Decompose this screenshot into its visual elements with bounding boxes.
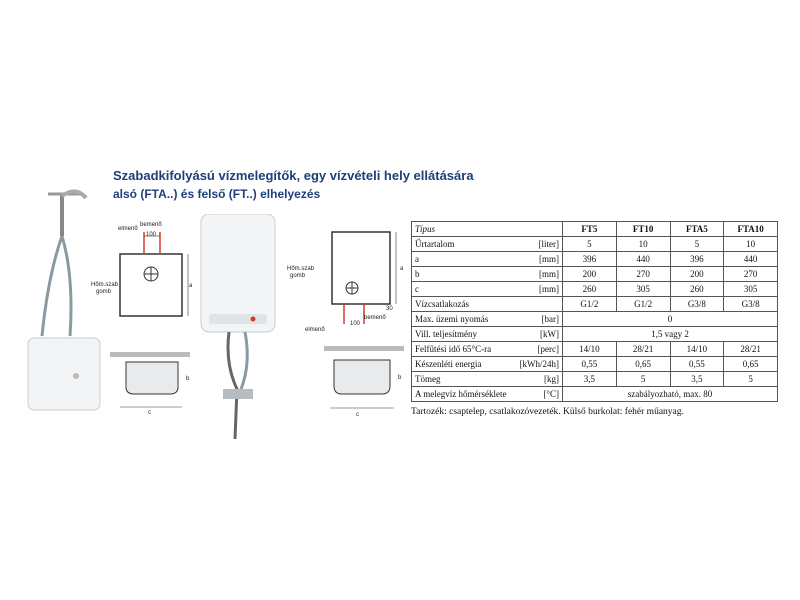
param-name: Felfűtési idő 65°C-ra <box>415 343 492 354</box>
header-model: FT5 <box>563 222 617 237</box>
param-unit: [°C] <box>543 388 559 399</box>
param-cell <box>412 387 563 402</box>
param-name: A melegvíz hőmérséklete <box>415 388 507 399</box>
table-row <box>412 327 778 342</box>
param-name: Tömeg <box>415 373 441 384</box>
value-cell: 440 <box>724 252 778 267</box>
value-cell: 10 <box>724 237 778 252</box>
value-cell: 5 <box>563 237 617 252</box>
dim-c-label-over: c <box>356 412 359 418</box>
param-cell <box>412 312 563 327</box>
accessories-note: Tartozék: csaptelep, csatlakozóvezeték. Külső burkolat: fehér műanyag. <box>411 407 684 417</box>
value-cell: 200 <box>563 267 617 282</box>
inlet-label-over: bemenő <box>364 315 386 321</box>
value-cell: 396 <box>563 252 617 267</box>
under-sink-heater-photo <box>18 176 108 416</box>
thermo-knob-label-2: gomb <box>96 289 112 295</box>
value-cell: 14/10 <box>563 342 617 357</box>
spec-table <box>411 221 778 402</box>
table-row <box>412 252 778 267</box>
param-unit: [liter] <box>538 238 559 249</box>
value-cell: 270 <box>724 267 778 282</box>
header-model: FTA10 <box>724 222 778 237</box>
value-cell: 0,65 <box>616 357 670 372</box>
param-name: Vill. teljesítmény <box>415 328 477 339</box>
outlet-label: elmenő <box>118 226 138 232</box>
dim-b-label: b <box>186 376 190 382</box>
page-subtitle: alsó (FTA..) és felső (FT..) elhelyezés <box>113 187 321 201</box>
value-cell: 5 <box>616 372 670 387</box>
table-header-row <box>412 222 778 237</box>
value-cell: 305 <box>616 282 670 297</box>
dim-100-label-over: 100 <box>350 321 361 327</box>
param-cell <box>412 327 563 342</box>
value-cell: 440 <box>616 252 670 267</box>
param-cell <box>412 252 563 267</box>
front-view-diagram-under <box>100 212 195 432</box>
value-cell: 200 <box>670 267 724 282</box>
dim-a-label: a <box>189 283 193 289</box>
param-name: a <box>415 253 419 264</box>
param-cell <box>412 372 563 387</box>
value-cell: 28/21 <box>616 342 670 357</box>
value-cell: 0,55 <box>670 357 724 372</box>
header-param: Típus <box>412 222 563 237</box>
value-cell: 14/10 <box>670 342 724 357</box>
table-row <box>412 282 778 297</box>
table-row <box>412 357 778 372</box>
table-row <box>412 267 778 282</box>
table-row <box>412 312 778 327</box>
value-cell: 0,55 <box>563 357 617 372</box>
outlet-label-over: elmenő <box>305 327 325 333</box>
param-cell <box>412 267 563 282</box>
param-unit: [kW] <box>540 328 559 339</box>
merged-value-cell: 0 <box>563 312 778 327</box>
param-cell <box>412 342 563 357</box>
dim-30-label: 30 <box>386 306 393 312</box>
value-cell: G1/2 <box>563 297 617 312</box>
table-row <box>412 372 778 387</box>
value-cell: 305 <box>724 282 778 297</box>
param-name: b <box>415 268 420 279</box>
dim-a-label-over: a <box>400 266 404 272</box>
dim-c-label: c <box>148 410 151 416</box>
table-row <box>412 297 778 312</box>
dim-b-label-over: b <box>398 375 402 381</box>
value-cell: G1/2 <box>616 297 670 312</box>
value-cell: G3/8 <box>670 297 724 312</box>
value-cell: 260 <box>670 282 724 297</box>
param-unit: [bar] <box>541 313 559 324</box>
page-title: Szabadkifolyású vízmelegítők, egy vízvételi hely ellátására <box>113 168 474 183</box>
front-view-diagram-over <box>310 220 410 435</box>
value-cell: 270 <box>616 267 670 282</box>
over-sink-heater-photo <box>195 214 280 439</box>
inlet-label: bemenő <box>140 222 162 228</box>
param-unit: [mm] <box>539 283 559 294</box>
table-row <box>412 387 778 402</box>
thermo-knob-label-over: Hőm.szab <box>287 266 315 272</box>
dim-100-label: 100 <box>146 232 157 238</box>
param-unit: [mm] <box>539 253 559 264</box>
param-cell <box>412 357 563 372</box>
value-cell: 3,5 <box>563 372 617 387</box>
param-unit: [mm] <box>539 268 559 279</box>
thermo-knob-label-over-2: gomb <box>290 273 306 279</box>
table-row <box>412 237 778 252</box>
param-name: Max. üzemi nyomás <box>415 313 489 324</box>
param-unit: [perc] <box>537 343 559 354</box>
value-cell: 396 <box>670 252 724 267</box>
value-cell: 28/21 <box>724 342 778 357</box>
param-name: c <box>415 283 419 294</box>
thermo-knob-label: Hőm.szab <box>91 282 119 288</box>
param-unit: [kg] <box>544 373 559 384</box>
param-name: Készenléti energia <box>415 358 482 369</box>
param-cell <box>412 297 563 312</box>
value-cell: 3,5 <box>670 372 724 387</box>
merged-value-cell: 1,5 vagy 2 <box>563 327 778 342</box>
value-cell: 0,65 <box>724 357 778 372</box>
param-cell <box>412 237 563 252</box>
value-cell: 5 <box>724 372 778 387</box>
value-cell: G3/8 <box>724 297 778 312</box>
merged-value-cell: szabályozható, max. 80 <box>563 387 778 402</box>
table-row <box>412 342 778 357</box>
param-name: Vízcsatlakozás <box>415 298 469 309</box>
param-cell <box>412 282 563 297</box>
value-cell: 5 <box>670 237 724 252</box>
value-cell: 260 <box>563 282 617 297</box>
param-name: Űrtartalom <box>415 238 455 249</box>
header-model: FT10 <box>616 222 670 237</box>
header-model: FTA5 <box>670 222 724 237</box>
value-cell: 10 <box>616 237 670 252</box>
param-unit: [kWh/24h] <box>519 358 559 369</box>
